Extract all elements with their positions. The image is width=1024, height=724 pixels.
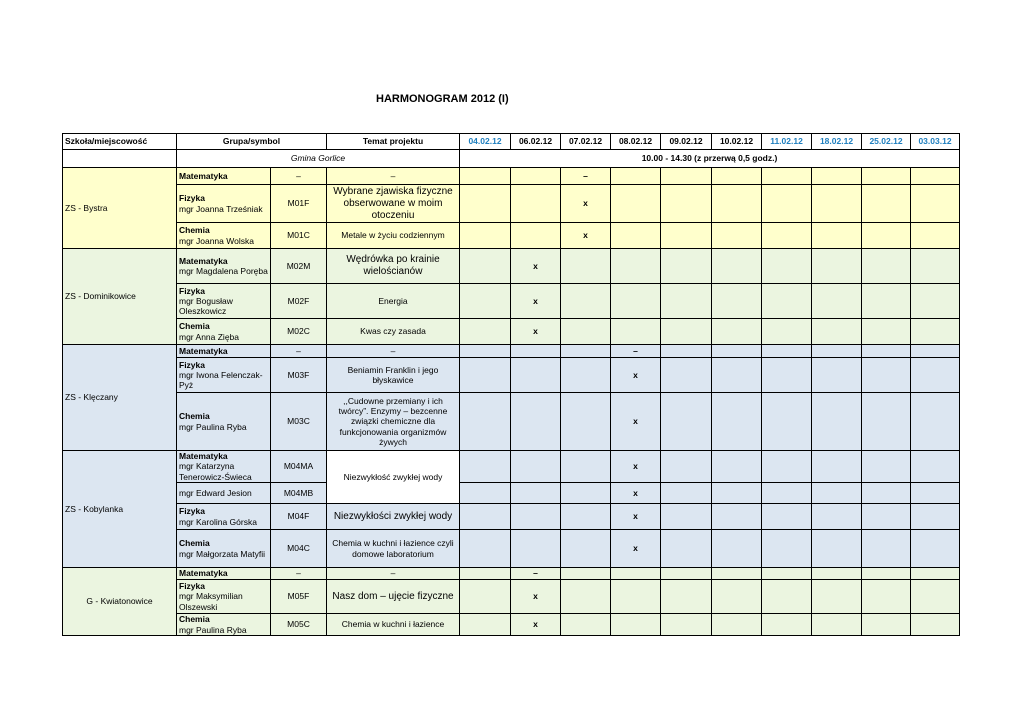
schedule-mark: x: [611, 530, 661, 568]
table-row: [63, 223, 960, 249]
table-row: [63, 483, 960, 504]
table-row: [63, 393, 960, 451]
hours-label: 10.00 - 14.30 (z przerwą 0,5 godz.): [460, 150, 960, 168]
schedule-mark: x: [611, 451, 661, 483]
schedule-mark: x: [611, 483, 661, 504]
subject-label: Matematyka: [177, 168, 271, 185]
subject-label: Matematyka: [179, 255, 228, 266]
group-code: M03C: [271, 393, 327, 451]
subject-label: Fizyka: [179, 359, 205, 370]
project-topic: Niezwykłości zwykłej wody: [327, 504, 460, 530]
group-code: M02M: [271, 249, 327, 284]
schedule-mark: x: [611, 393, 661, 451]
gmina-label: Gmina Gorlice: [177, 150, 460, 168]
teacher-name: mgr Małgorzata Matyfii: [179, 548, 265, 559]
school-name: G - Kwiatonowice: [63, 568, 177, 636]
subject-label: Fizyka: [179, 193, 205, 204]
schedule-mark: x: [511, 319, 561, 345]
table-row: [63, 168, 960, 185]
group-code: M02C: [271, 319, 327, 345]
table-row: [63, 249, 960, 284]
dash-cell: –: [511, 568, 561, 580]
schedule-mark: x: [511, 284, 561, 319]
table-row: [63, 580, 960, 614]
project-topic: Wybrane zjawiska fizyczne obserwowane w moim otoczeniu: [327, 185, 460, 223]
teacher-name: mgr Paulina Ryba: [179, 624, 247, 635]
table-row: [63, 358, 960, 393]
project-topic: Beniamin Franklin i jego błyskawice: [327, 358, 460, 393]
group-code: M04MA: [271, 451, 327, 483]
group-code: M05C: [271, 614, 327, 636]
dash-cell: –: [271, 345, 327, 358]
group-code: M04MB: [271, 483, 327, 504]
teacher-name: mgr Iwona Felenczak-Pyż: [179, 369, 263, 391]
project-topic: Metale w życiu codziennym: [327, 223, 460, 249]
teacher-name: mgr Paulina Ryba: [179, 421, 247, 432]
project-topic: Kwas czy zasada: [327, 319, 460, 345]
teacher-name: mgr Bogusław Oleszkowicz: [179, 295, 233, 317]
subject-label: Fizyka: [179, 581, 205, 592]
table-row: [63, 614, 960, 636]
dash-cell: –: [611, 345, 661, 358]
subject-label: Fizyka: [179, 285, 205, 296]
header-group: Grupa/symbol: [177, 134, 327, 150]
subject-label: Chemia: [179, 614, 210, 625]
teacher-name: mgr Maksymilian Olszewski: [179, 591, 243, 612]
schedule-mark: x: [561, 185, 611, 223]
project-topic: Niezwykłość zwykłej wody: [327, 451, 460, 504]
table-row: [63, 185, 960, 223]
header-date: 18.02.12: [812, 134, 862, 150]
schedule-mark: x: [611, 504, 661, 530]
group-code: M04F: [271, 504, 327, 530]
subject-label: Chemia: [179, 225, 210, 236]
project-topic: Nasz dom – ujęcie fizyczne: [327, 580, 460, 614]
school-name: ZS - Dominikowice: [63, 249, 177, 345]
school-name: ZS - Bystra: [63, 168, 177, 249]
header-row: [63, 134, 960, 150]
subject-label: Matematyka: [177, 568, 271, 580]
dash-cell: –: [271, 168, 327, 185]
subject-label: Matematyka: [179, 451, 228, 462]
header-date: 10.02.12: [712, 134, 762, 150]
subject-label: Chemia: [179, 321, 210, 332]
header-date: 04.02.12: [460, 134, 511, 150]
group-code: M01C: [271, 223, 327, 249]
teacher-name: mgr Joanna Wolska: [179, 235, 254, 246]
schedule-mark: x: [511, 580, 561, 614]
group-code: M04C: [271, 530, 327, 568]
teacher-name: mgr Karolina Górska: [179, 516, 257, 527]
group-code: M02F: [271, 284, 327, 319]
table-row: [63, 530, 960, 568]
subject-label: Fizyka: [179, 506, 205, 517]
gmina-row: [63, 150, 960, 168]
dash-cell: –: [561, 168, 611, 185]
subject-label: Chemia: [179, 411, 210, 422]
subject-label: Matematyka: [177, 345, 271, 358]
table-row: [63, 284, 960, 319]
project-topic: ,,Cudowne przemiany i ich twórcy”. Enzymy – bezcenne związki chemiczne dla funkcjonowania organizmów żywych: [327, 393, 460, 451]
project-topic: Chemia w kuchni i łazience czyli domowe laboratorium: [327, 530, 460, 568]
header-date: 07.02.12: [561, 134, 611, 150]
teacher-name: mgr Anna Zięba: [179, 331, 240, 342]
dash-cell: –: [327, 168, 460, 185]
subject-label: Chemia: [179, 538, 210, 549]
schedule-mark: x: [511, 614, 561, 636]
teacher-name: mgr Magdalena Poręba: [179, 266, 268, 276]
group-code: M05F: [271, 580, 327, 614]
school-name: ZS - Kobylanka: [63, 451, 177, 568]
school-name: ZS - Klęczany: [63, 345, 177, 451]
schedule-mark: x: [511, 249, 561, 284]
header-date: 09.02.12: [661, 134, 712, 150]
teacher-name: mgr Edward Jesion: [177, 483, 271, 504]
table-row: [63, 504, 960, 530]
table-row: [63, 345, 960, 358]
header-topic: Temat projektu: [327, 134, 460, 150]
group-code: M01F: [271, 185, 327, 223]
header-date: 08.02.12: [611, 134, 661, 150]
schedule-mark: x: [611, 358, 661, 393]
dash-cell: –: [327, 345, 460, 358]
project-topic: Chemia w kuchni i łazience: [327, 614, 460, 636]
project-topic: Energia: [327, 284, 460, 319]
schedule-table: [62, 133, 960, 636]
header-date: 06.02.12: [511, 134, 561, 150]
dash-cell: –: [327, 568, 460, 580]
project-topic: Wędrówka po krainie wielościanów: [327, 249, 460, 284]
document-title: HARMONOGRAM 2012 (I): [376, 93, 509, 105]
header-date: 25.02.12: [862, 134, 911, 150]
header-date: 03.03.12: [911, 134, 960, 150]
teacher-name: mgr Joanna Trześniak: [179, 203, 263, 214]
table-row: [63, 568, 960, 580]
teacher-name: mgr Katarzyna Tenerowicz-Świeca: [179, 461, 252, 482]
dash-cell: –: [271, 568, 327, 580]
header-date: 11.02.12: [762, 134, 812, 150]
schedule-mark: x: [561, 223, 611, 249]
table-row: [63, 451, 960, 483]
table-row: [63, 319, 960, 345]
header-school: Szkoła/miejscowość: [63, 134, 177, 150]
group-code: M03F: [271, 358, 327, 393]
